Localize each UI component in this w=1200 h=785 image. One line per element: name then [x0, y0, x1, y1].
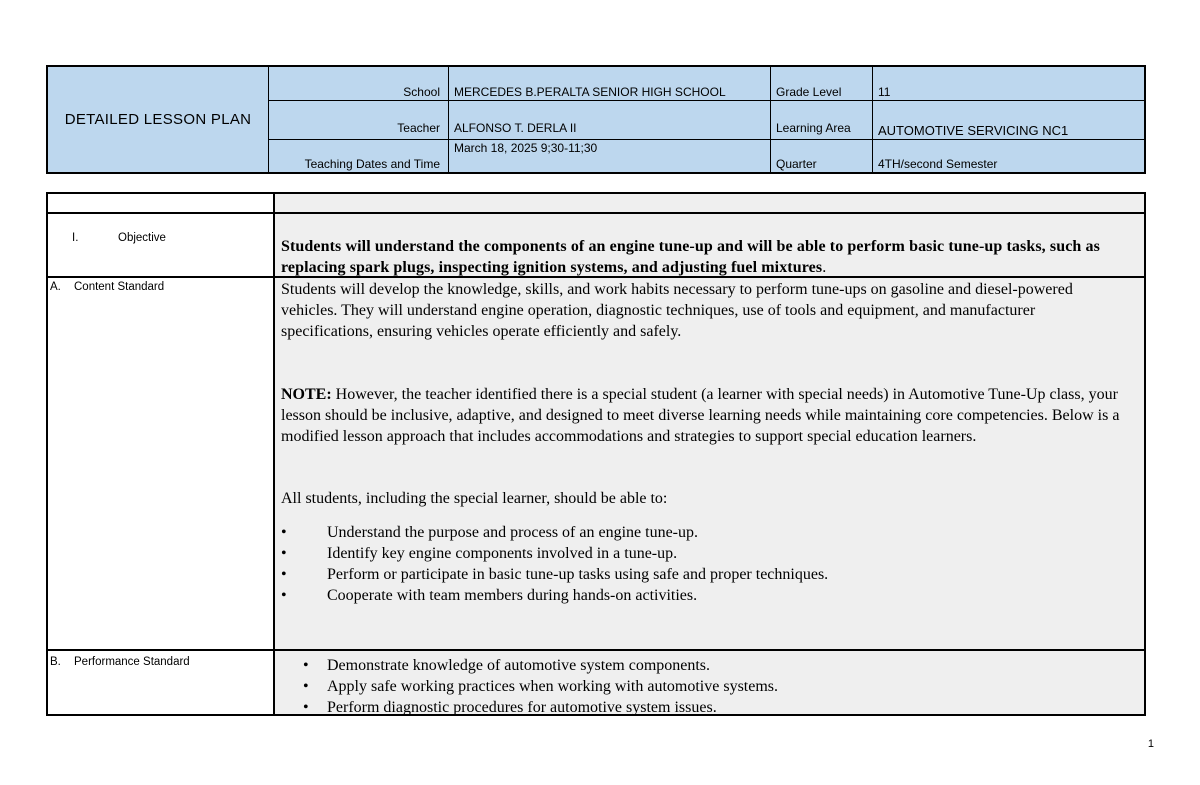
bullet-icon: •: [281, 545, 287, 562]
teaching-dates-value: March 18, 2025 9;30-11;30: [454, 141, 598, 155]
objective-label: Objective: [118, 232, 166, 244]
objective-number: I.: [72, 232, 79, 244]
content-standard-paragraph: Students will develop the knowledge, skills, and work habits necessary to perform tune-ups on gasoline and diesel-powered vehicles. They will understand engine operation, diagnostic techniques, use of tools and equipment, and manufacturer specifications, ensuring vehicles operate efficiently and safely.: [281, 281, 1073, 340]
note-text: However, the teacher identified there is a special student (a learner with special needs) in Automotive Tune-Up class, your lesson should be inclusive, adaptive, and designed to meet diverse learning needs while maintaining core competencies. Below is a modified lesson approach that includes accommodations and strategies to support special education learners.: [281, 386, 1120, 445]
list-item: • Perform diagnostic procedures for automotive system issues.: [303, 699, 717, 716]
quarter-value: 4TH/second Semester: [878, 157, 998, 171]
performance-standard-letter: B.: [50, 656, 61, 668]
note-paragraph: [281, 384, 1126, 447]
objectives-intro: All students, including the special learner, should be able to:: [281, 490, 668, 507]
teaching-dates-label: Teaching Dates and Time: [304, 157, 440, 171]
content-standard-label: Content Standard: [74, 281, 165, 293]
objective-text: [281, 236, 1141, 278]
objective-text-main: Students will understand the components of an engine tune-up and will be able to perform basic tune-up tasks, such as replacing spark plugs, inspecting ignition systems, and adjusting fuel mixtures: [281, 238, 1100, 276]
quarter-label: Quarter: [776, 157, 817, 171]
header-table: [46, 65, 1146, 174]
grade-level-value: 11: [878, 85, 891, 99]
list-item: • Understand the purpose and process of an engine tune-up.: [281, 524, 698, 541]
list-item: • Demonstrate knowledge of automotive system components.: [303, 657, 711, 674]
note-label: NOTE:: [281, 386, 332, 403]
objective-text-end: .: [822, 259, 827, 276]
list-item: • Cooperate with team members during hands-on activities.: [281, 587, 698, 604]
list-item: • Apply safe working practices when working with automotive systems.: [303, 678, 779, 695]
page-number: 1: [1147, 738, 1154, 750]
learning-area-value: AUTOMOTIVE SERVICING NC1: [878, 123, 1069, 138]
school-label: School: [403, 85, 440, 99]
teacher-label: Teacher: [397, 121, 440, 135]
learning-area-label: Learning Area: [776, 121, 851, 135]
bullet-icon: •: [303, 657, 309, 674]
content-standard-body: [281, 279, 1126, 606]
bullet-icon: •: [303, 699, 309, 716]
lesson-body-table: [46, 192, 1146, 716]
teacher-value: ALFONSO T. DERLA II: [454, 121, 577, 135]
content-standard-letter: A.: [50, 281, 61, 293]
bullet-icon: •: [281, 524, 287, 541]
school-value: MERCEDES B.PERALTA SENIOR HIGH SCHOOL: [454, 85, 726, 99]
performance-standard-label: Performance Standard: [74, 656, 190, 668]
list-item: • Identify key engine components involved in a tune-up.: [281, 545, 678, 562]
list-item: • Perform or participate in basic tune-up tasks using safe and proper techniques.: [281, 566, 829, 583]
lesson-plan-title: DETAILED LESSON PLAN: [64, 111, 252, 128]
performance-standard-body: [303, 655, 1123, 718]
grade-level-label: Grade Level: [776, 85, 842, 99]
bullet-icon: •: [303, 678, 309, 695]
bullet-icon: •: [281, 587, 287, 604]
bullet-icon: •: [281, 566, 287, 583]
